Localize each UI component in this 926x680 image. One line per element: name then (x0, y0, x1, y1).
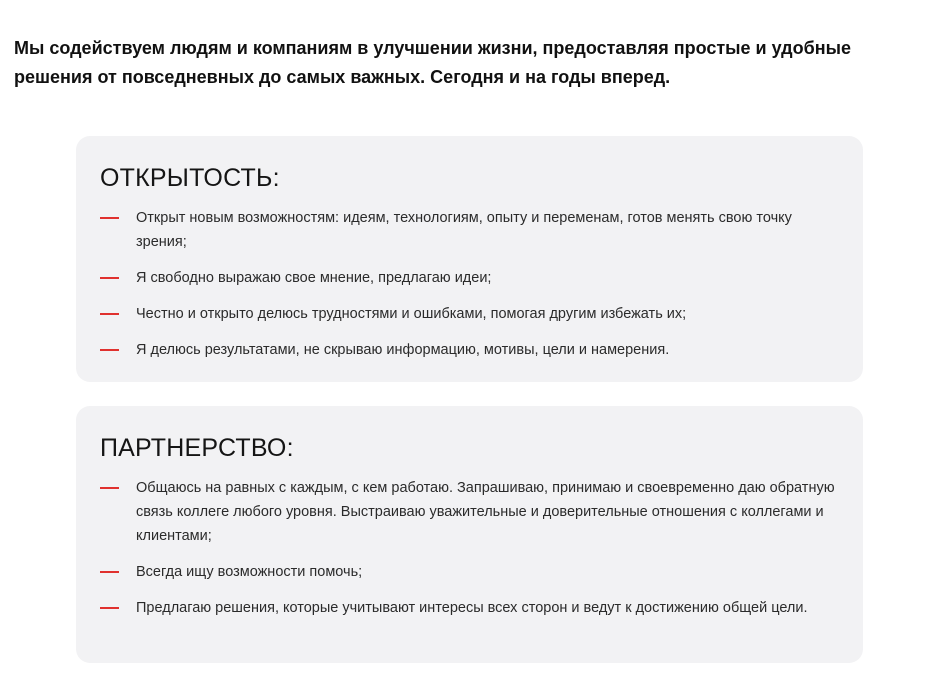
value-card-partnership (76, 406, 863, 663)
values-list-partnership (100, 476, 839, 620)
list-item-text: Честно и открыто делюсь трудностями и ошибками, помогая другим избежать их; (136, 306, 687, 322)
list-item (100, 302, 839, 326)
list-item (100, 476, 839, 548)
section-title-openness: ОТКРЫТОСТЬ: (100, 164, 280, 192)
value-card-openness (76, 136, 863, 382)
list-item-text: Всегда ищу возможности помочь; (136, 564, 363, 580)
dash-bullet-icon (100, 277, 119, 279)
list-item (100, 560, 839, 584)
list-item-text: Предлагаю решения, которые учитывают интересы всех сторон и ведут к достижению общей цели. (136, 600, 808, 616)
list-item-text: Общаюсь на равных с каждым, с кем работаю. Запрашиваю, принимаю и своевременно даю обратную связь коллеге любого уровня. Выстраиваю уважительные и доверительные отношения с коллегами и клиентами; (136, 480, 835, 544)
list-item (100, 266, 839, 290)
dash-bullet-icon (100, 313, 119, 315)
list-item-text: Открыт новым возможностям: идеям, технологиям, опыту и переменам, готов менять свою точку зрения; (136, 210, 792, 250)
list-item-text: Я делюсь результатами, не скрываю информацию, мотивы, цели и намерения. (136, 342, 670, 358)
section-title-partnership: ПАРТНЕРСТВО: (100, 434, 294, 462)
dash-bullet-icon (100, 349, 119, 351)
values-list-openness (100, 206, 839, 362)
dash-bullet-icon (100, 487, 119, 489)
list-item (100, 338, 839, 362)
list-item (100, 596, 839, 620)
list-item-text: Я свободно выражаю свое мнение, предлагаю идеи; (136, 270, 492, 286)
list-item (100, 206, 839, 254)
intro-text: Мы содействуем людям и компаниям в улучшении жизни, предоставляя простые и удобные решения от повседневных до самых важных. Сегодня и на годы вперед. (14, 38, 851, 87)
dash-bullet-icon (100, 217, 119, 219)
dash-bullet-icon (100, 571, 119, 573)
dash-bullet-icon (100, 607, 119, 609)
